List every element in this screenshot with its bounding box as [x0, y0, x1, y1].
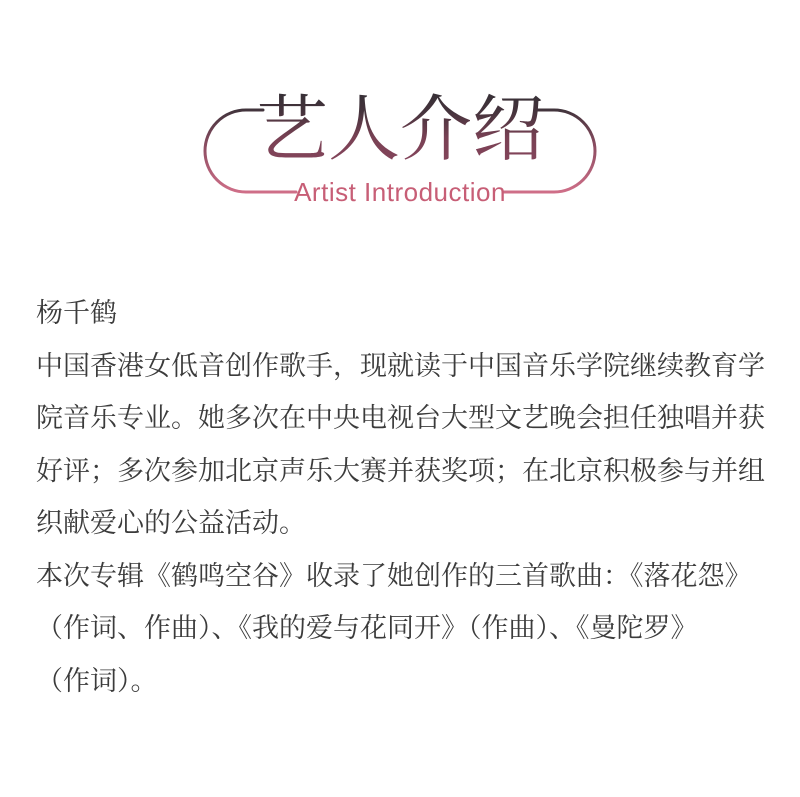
bio-line-1: 中国香港女低音创作歌手，现就读于中国音乐学院继续教育学 — [36, 350, 765, 381]
page-subtitle: Artist Introduction — [294, 177, 506, 207]
album-line-1: 本次专辑《鹤鸣空谷》收录了她创作的三首歌曲：《落花怨》 — [36, 560, 752, 591]
page-title: 艺人介绍 — [255, 90, 545, 170]
bio-line-2: 院音乐专业。她多次在中央电视台大型文艺晚会担任独唱并获 — [36, 403, 765, 433]
bio-line-3: 好评；多次参加北京声乐大赛并获奖项；在北京积极参与并组 — [36, 455, 765, 486]
album-line-2: （作词、作曲）、《我的爱与花同开》（作曲）、《曼陀罗》 — [36, 613, 698, 643]
header-decoration — [0, 0, 800, 240]
artist-description — [36, 287, 771, 707]
album-line-3: （作词）。 — [36, 665, 158, 696]
bio-line-4: 织献爱心的公益活动。 — [36, 508, 306, 538]
artist-name: 杨千鹤 — [36, 298, 117, 328]
